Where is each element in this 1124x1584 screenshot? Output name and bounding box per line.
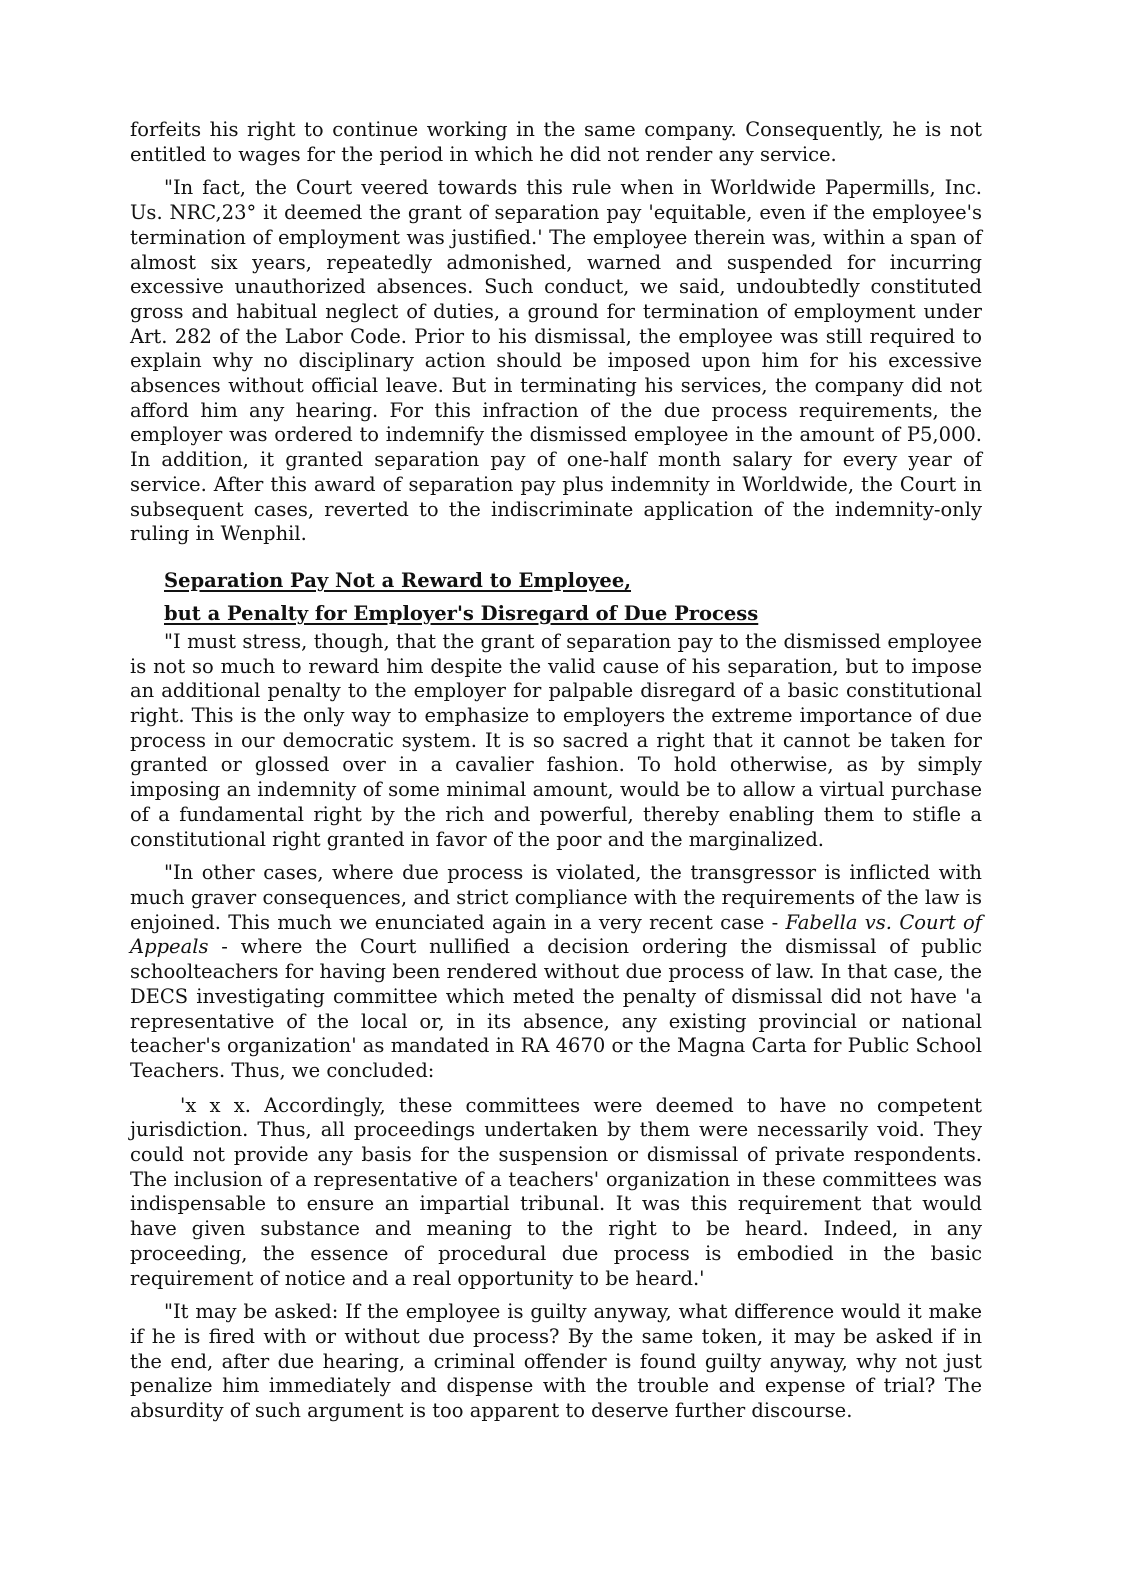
- quoted-block: [130, 1094, 982, 1292]
- paragraph-due-process: [130, 861, 982, 1083]
- paragraph-worldwide: "In fact, the Court veered towards this rule when in Worldwide Papermills, Inc. Us. NRC,23° it deemed the grant of separation pay 'equitable, even if the employee's termination of employment was justified.' The employee therein was, within a span of almost six years, repeatedly admonished, warned and suspended for incurring excessive unauthorized absences. Such conduct, we said, undoubtedly constituted gross and habitual neglect of duties, a ground for termination of employment under Art. 282 of the Labor Code. Prior to his dismissal, the employee was still required to explain why no disciplinary action should be imposed upon him for his excessive absences without official leave. But in terminating his services, the company did not afford him any hearing. For this infraction of the due process requirements, the employer was ordered to indemnify the dismissed employee in the amount of P5,000. In addition, it granted separation pay of one-half month salary for every year of service. After this award of separation pay plus indemnity in Worldwide, the Court in subsequent cases, reverted to the indiscriminate application of the indemnity-only ruling in Wenphil.: [130, 176, 982, 546]
- document-page: [130, 118, 982, 1424]
- paragraph-continuation: forfeits his right to continue working in the same company. Consequently, he is not entitled to wages for the period in which he did not render any service.: [130, 118, 982, 166]
- case-citation: Fabella vs. Court of Appeals: [130, 910, 982, 959]
- section-heading: [164, 569, 982, 626]
- paragraph-due-process-part-2: - where the Court nullified a decision ordering the dismissal of public schoolteachers for having been rendered without due process of law. In that case, the DECS investigating committee which meted the penalty of dismissal did not have 'a representative of the local or, in its absence, any existing provincial or national teacher's organization' as mandated in RA 4670 or the Magna Carta for Public School Teachers. Thus, we concluded:: [130, 935, 982, 1082]
- section-heading-line-2: but a Penalty for Employer's Disregard of Due Process: [164, 601, 759, 625]
- paragraph-quotation: 'x x x. Accordingly, these committees were deemed to have no competent jurisdiction. Thus, all proceedings undertaken by them were necessarily void. They could not provide any basis for the suspension or dismissal of private respondents. The inclusion of a representative of a teachers' organization in these committees was indispensable to ensure an impartial tribunal. It was this requirement that would have given substance and meaning to the right to be heard. Indeed, in any proceeding, the essence of procedural due process is embodied in the basic requirement of notice and a real opportunity to be heard.': [130, 1093, 982, 1290]
- section-heading-line-1: Separation Pay Not a Reward to Employee,: [164, 568, 632, 592]
- paragraph-closing: "It may be asked: If the employee is guilty anyway, what difference would it make if he is fired with or without due process? By the same token, it may be asked if in the end, after due hearing, a criminal offender is found guilty anyway, why not just penalize him immediately and dispense with the trouble and expense of trial? The absurdity of such argument is too apparent to deserve further discourse.: [130, 1300, 982, 1423]
- paragraph-due-process-part-1: "In other cases, where due process is violated, the transgressor is inflicted with much graver consequences, and strict compliance with the requirements of the law is enjoined. This much we enunciated again in a very recent case -: [130, 861, 982, 934]
- paragraph-separation-pay: "I must stress, though, that the grant of separation pay to the dismissed employee is not so much to reward him despite the valid cause of his separation, but to impose an additional penalty to the employer for palpable disregard of a basic constitutional right. This is the only way to emphasize to employers the extreme importance of due process in our democratic system. It is so sacred a right that it cannot be taken for granted or glossed over in a cavalier fashion. To hold otherwise, as by simply imposing an indemnity of some minimal amount, would be to allow a virtual purchase of a fundamental right by the rich and powerful, thereby enabling them to stifle a constitutional right granted in favor of the poor and the marginalized.: [130, 629, 982, 851]
